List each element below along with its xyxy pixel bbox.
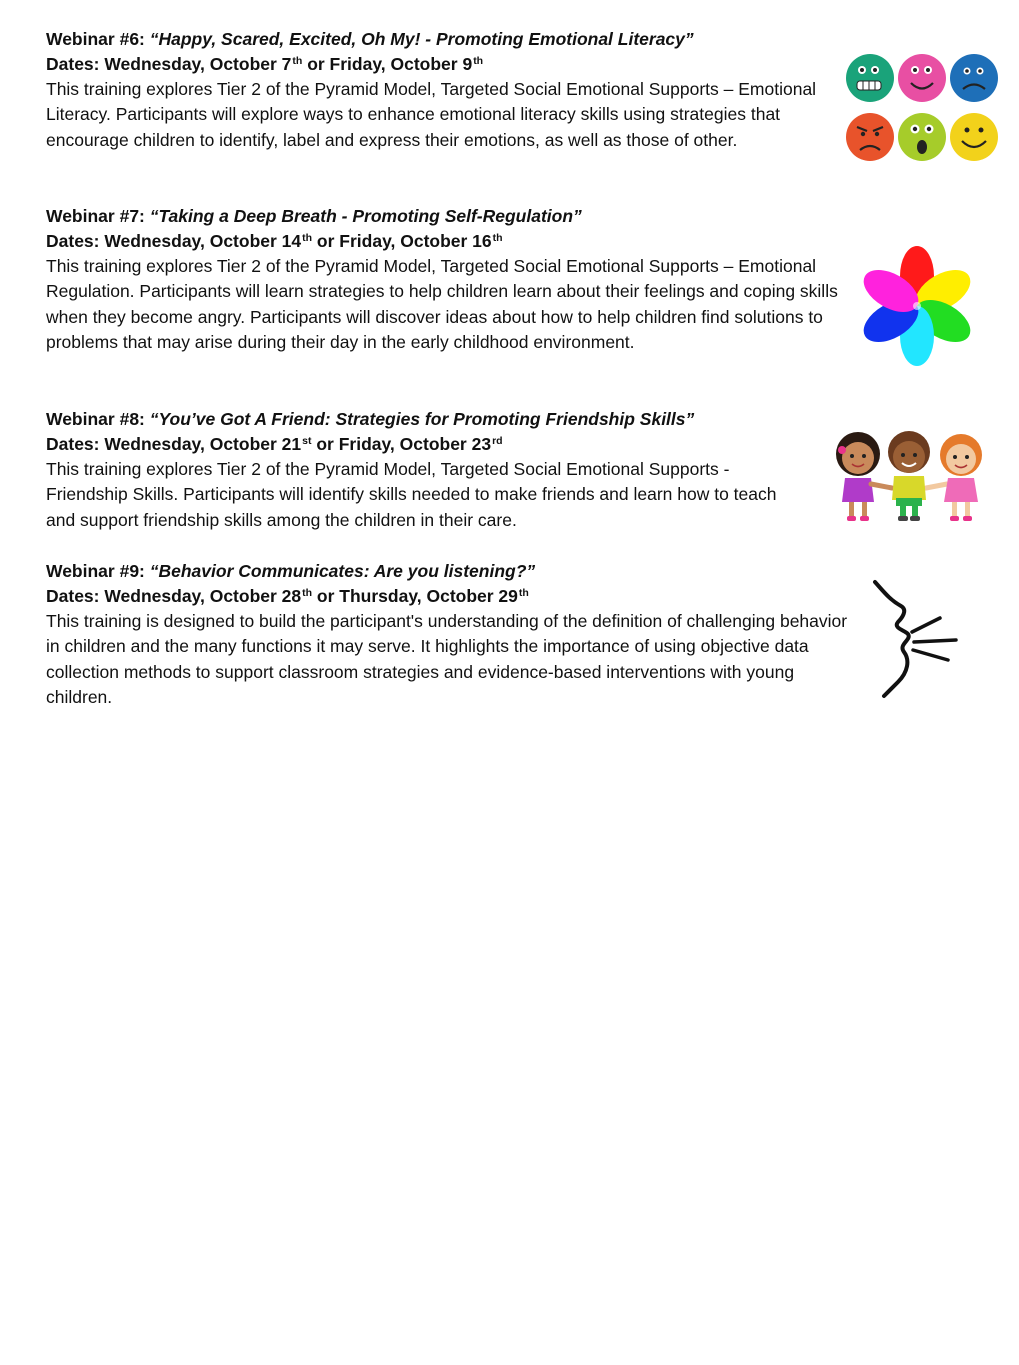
webinar-description: This training explores Tier 2 of the Pyramid Model, Targeted Social Emotional Supports – Emotional Literacy. Participants will explore ways to enhance emotional literacy skills using strategies that encourage children to identify, label and express their emotions, as well as those of other. [46, 79, 817, 150]
webinar-9 [46, 559, 858, 710]
webinar-title: Webinar #7: “Taking a Deep Breath - Promoting Self-Regulation” [46, 206, 582, 226]
webinar-dates: Dates: Wednesday, October 21st or Friday, October 23rd [46, 434, 503, 454]
pinwheel-icon [862, 246, 972, 366]
webinar-6 [46, 27, 826, 153]
webinar-title: Webinar #6: “Happy, Scared, Excited, Oh My! - Promoting Emotional Literacy” [46, 29, 694, 49]
webinar-description: This training explores Tier 2 of the Pyramid Model, Targeted Social Emotional Supports - Friendship Skills. Participants will identify skills needed to make friends and learn how to teach and support friendship skills among the children in their care. [46, 459, 777, 530]
webinar-dates: Dates: Wednesday, October 28th or Thursday, October 29th [46, 586, 529, 606]
webinar-title: Webinar #9: “Behavior Communicates: Are you listening?” [46, 561, 536, 581]
webinar-dates: Dates: Wednesday, October 14th or Friday, October 16th [46, 231, 503, 251]
webinar-description: This training is designed to build the participant's understanding of the definition of challenging behavior in children and the many functions it may serve. It highlights the importance of using objective data collection methods to support classroom strategies and evidence-based interventions with young children. [46, 611, 848, 707]
webinar-7 [46, 204, 846, 355]
webinar-description: This training explores Tier 2 of the Pyramid Model, Targeted Social Emotional Supports – Emotional Regulation. Participants will learn strategies to help children learn about their feelings and coping skills when they become angry. Participants will discover ideas about how to help children find solutions to problems that may arise during their day in the early childhood environment. [46, 256, 838, 352]
webinar-dates: Dates: Wednesday, October 7th or Friday, October 9th [46, 54, 484, 74]
webinar-8 [46, 407, 791, 533]
friends-holding-hands-icon [830, 428, 990, 526]
emotion-faces-icon [843, 52, 1003, 164]
webinar-title: Webinar #8: “You’ve Got A Friend: Strategies for Promoting Friendship Skills” [46, 409, 695, 429]
speaking-profile-icon [868, 578, 968, 700]
